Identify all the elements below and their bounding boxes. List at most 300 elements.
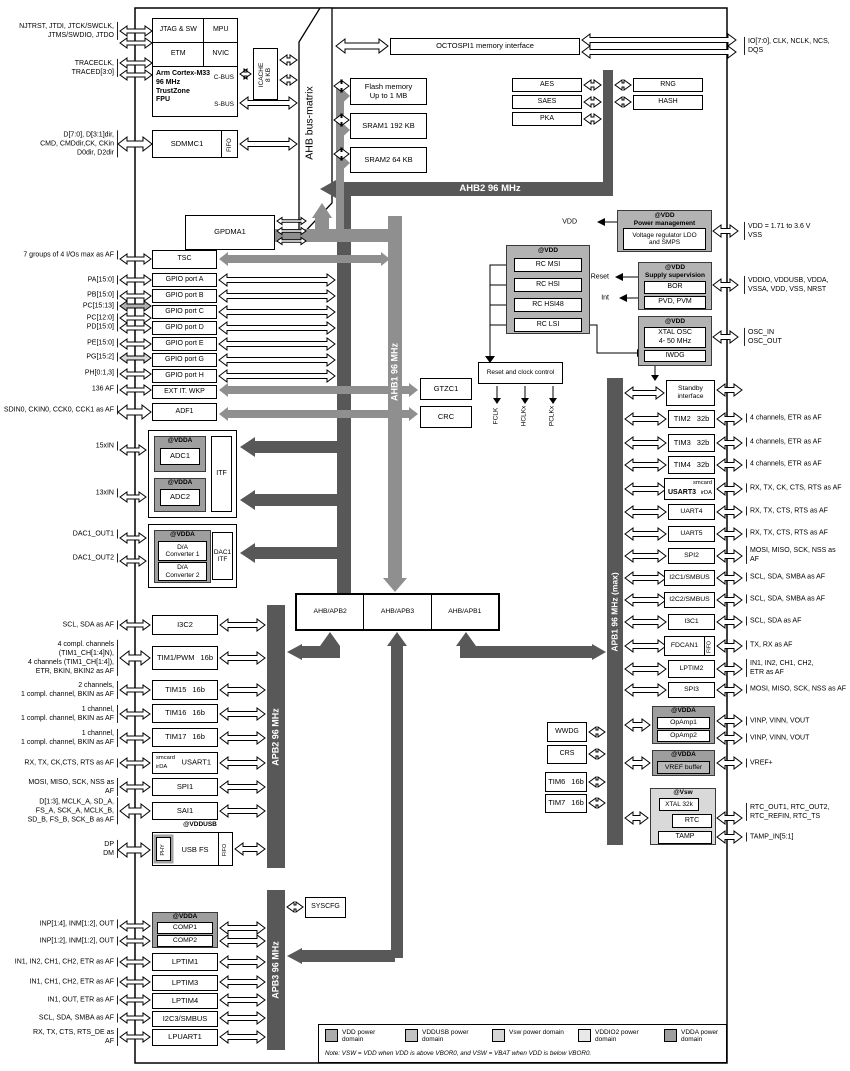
usart3-smcard-label: smcard <box>692 480 712 486</box>
crc-box: CRC <box>420 406 472 428</box>
icache-box <box>253 48 278 100</box>
tim7-box <box>545 794 587 813</box>
pin-label-r-10: TX, RX as AF <box>746 640 792 649</box>
syscfg-box: SYSCFG <box>305 897 346 918</box>
gpio-box-2: GPIO port B <box>152 289 217 303</box>
sdmmc-fifo-label: FIFO <box>226 138 233 152</box>
legend-note: Note: VSW = VDD when VDD is above VBOR0, and VSW = VBAT when VDD is below VBOR0. <box>325 1050 592 1057</box>
wire <box>615 97 631 107</box>
etm-box: ETM <box>153 43 204 66</box>
wire <box>549 398 557 404</box>
wire <box>120 492 146 502</box>
wire <box>120 58 152 68</box>
wire <box>717 715 742 727</box>
wire <box>717 640 742 652</box>
wire <box>717 572 742 584</box>
periph-i2c3smbus: I2C3/SMBUS <box>152 1011 218 1027</box>
pin-label-b2-0: IN1, IN2, CH1, CH2, ETR as AF <box>0 957 118 966</box>
gpio-box-5: GPIO port E <box>152 337 217 351</box>
ahb2-bus-label: AHB2 96 MHz <box>459 183 521 194</box>
wire <box>625 483 666 495</box>
pin-label-bl-3: 1 channel, 1 compl. channel, BKIN as AF <box>0 705 118 723</box>
wire <box>220 732 265 744</box>
periph-tim15-bits: 16b <box>192 684 205 694</box>
hash-box: HASH <box>633 95 703 110</box>
pin-label-r-2: 4 channels, ETR as AF <box>746 459 822 468</box>
periph-lptim1: LPTIM1 <box>152 953 218 971</box>
pin-label-r-9: SCL, SDA as AF <box>746 616 801 625</box>
pin-label-gpio-1: PB[15:0] <box>0 290 118 299</box>
pin-label-r-6: MOSI, MISO, SCK, NSS as AF <box>746 546 836 564</box>
comp2-box: COMP2 <box>157 935 213 947</box>
legend-swatch-4 <box>664 1029 677 1042</box>
pin-label-comp1: INP[1:4], INM[1:2], OUT <box>0 919 118 928</box>
legend-swatch-3 <box>578 1029 591 1042</box>
int-out-label: Int <box>601 294 609 302</box>
adc1-domain-label: @VDDA <box>167 437 193 444</box>
pin-label-octospi: IO[7:0], CLK, NCLK, NCS, DQS <box>744 37 830 55</box>
pin-label-adc1: 15xIN <box>0 441 118 450</box>
ahb-bus-matrix-label: AHB bus-matrix <box>303 86 316 160</box>
bus-bar <box>300 950 395 962</box>
usbfs-name: USB FS <box>181 844 209 854</box>
wire <box>219 338 335 350</box>
wire <box>287 902 303 912</box>
gpio-box-9: ADF1 <box>152 403 217 421</box>
pin-label-gpio-2: PC[15:13] <box>0 301 118 310</box>
wire <box>287 948 302 964</box>
pin-label-gpio-3: PC[12:0] <box>0 313 118 322</box>
periph-tim2-bits: 32b <box>696 413 710 423</box>
periph-lptim4: LPTIM4 <box>152 993 218 1009</box>
periph-spi2: SPI2 <box>668 548 715 564</box>
pin-label-gpio-9: SDIN0, CKIN0, CCK0, CCK1 as AF <box>0 405 118 414</box>
wire <box>219 306 335 318</box>
pin-label-bl-7: D[1:3], MCLK_A, SD_A, FS_A, SCK_A, MCLK_B, SD_B, FS_B, SCK_B as AF <box>0 797 118 824</box>
rc-domain-label: @VDD <box>537 247 559 254</box>
sram1-box: SRAM1 192 KB <box>350 113 427 139</box>
mpu-box: MPU <box>212 26 229 34</box>
sdmmc-fifo-box <box>221 131 237 157</box>
bus-bar <box>300 646 340 658</box>
wire <box>220 1012 265 1024</box>
reset-out-label: Reset <box>590 273 609 281</box>
wire <box>220 781 265 793</box>
wire <box>584 114 601 124</box>
bus-bar <box>391 644 403 958</box>
pin-label-r-12: MOSI, MISO, SCK, NSS as AF <box>746 684 846 693</box>
wire <box>589 777 605 787</box>
periph-tim16-bits: 16b <box>192 708 205 718</box>
wire <box>120 556 146 566</box>
wire <box>717 812 742 824</box>
vdd-out-label: VDD <box>562 218 577 226</box>
adc1-box: ADC1 <box>160 448 200 465</box>
pin-label-r-8: SCL, SDA, SMBA as AF <box>746 594 825 603</box>
wire <box>521 398 529 404</box>
wire <box>717 732 742 744</box>
pka-box: PKA <box>512 112 582 126</box>
opamp-domain-label: @VDDA <box>671 707 696 714</box>
comp-domain-label: @VDDA <box>172 913 198 920</box>
periph-tim17 <box>152 728 218 747</box>
aes-box: AES <box>512 78 582 92</box>
cpu-core-box <box>153 67 237 116</box>
wire <box>615 80 631 90</box>
wire <box>220 708 265 720</box>
periph-tim16 <box>152 704 218 723</box>
rtc-box: RTC <box>672 814 712 828</box>
pin-label-gpio-6: PG[15:2] <box>0 352 118 361</box>
legend-swatch-0 <box>325 1029 338 1042</box>
pin-label-b2-2: IN1, OUT, ETR as AF <box>0 995 118 1004</box>
wire <box>717 459 742 471</box>
sdmmc1-box <box>152 130 238 158</box>
periph-tim1pwm-bits: 16b <box>200 652 213 662</box>
periph-i3c1: I3C1 <box>668 614 715 630</box>
vref-buffer-box: VREF buffer <box>657 761 710 774</box>
regulator-box: Voltage regulator LDO and SMPS <box>623 228 706 250</box>
pin-label-trace: TRACECLK, TRACED[3:0] <box>0 59 118 77</box>
wire <box>625 616 666 628</box>
periph-tim2 <box>668 410 715 428</box>
bridge-1: AHB/APB3 <box>364 595 431 629</box>
wire <box>343 157 350 170</box>
periph-tim17-bits: 16b <box>192 732 205 742</box>
flash-box: Flash memory Up to 1 MB <box>350 78 427 105</box>
jtag-sw-box: JTAG & SW <box>153 19 204 42</box>
periph-tim2-name: TIM2 <box>673 413 691 423</box>
vsw-domain-label: @Vsw <box>673 789 693 796</box>
pin-label-dac2: DAC1_OUT2 <box>0 553 118 562</box>
wire <box>320 632 340 646</box>
tim6-box-bits: 16b <box>571 776 584 786</box>
wire <box>220 684 265 696</box>
vref-domain-label: @VDDA <box>671 751 696 758</box>
wire <box>717 506 742 518</box>
sbus-label: S-BUS <box>214 101 234 108</box>
pin-label-r-0: 4 channels, ETR as AF <box>746 413 822 422</box>
opamp2-box: OpAmp2 <box>657 730 710 742</box>
wire <box>219 354 335 366</box>
adc2-box: ADC2 <box>160 489 200 506</box>
periph-i2c2smbus: I2C2/SMBUS <box>664 592 715 608</box>
legend-label-0: VDD power domain <box>342 1029 376 1044</box>
wire <box>619 294 627 302</box>
pin-label-comp2: INP[1:2], INM[1:2], OUT <box>0 936 118 945</box>
wire <box>625 506 666 518</box>
fclk-label: FCLK <box>492 407 500 425</box>
wire <box>219 370 335 382</box>
wire <box>277 218 306 225</box>
apb2-bus-label: APB2 96 MHz <box>270 708 281 766</box>
bus-bar <box>336 127 344 134</box>
dac2-box: D/A Converter 2 <box>158 562 207 581</box>
wire <box>120 445 146 455</box>
periph-tim15 <box>152 680 218 700</box>
pin-label-b2-1: IN1, CH1, CH2, ETR as AF <box>0 977 118 986</box>
usb-phy-label: PHY <box>160 844 167 856</box>
wire <box>589 727 605 737</box>
periph-tim17-name: TIM17 <box>165 732 187 742</box>
periph-lptim3: LPTIM3 <box>152 975 218 991</box>
periph-tim4-name: TIM4 <box>673 459 691 469</box>
usart1-irda-label: irDA <box>156 764 168 771</box>
pin-label-gpio-7: PH[0:1,3] <box>0 368 118 377</box>
pin-label-vref: VREF+ <box>746 758 773 767</box>
bus-bar <box>460 646 596 658</box>
sdmmc1-label: SDMMC1 <box>170 138 204 148</box>
supply-title: Supply supervision <box>645 272 705 279</box>
wire <box>625 437 666 449</box>
cpu-row2 <box>153 43 237 67</box>
tim6-box-name: TIM6 <box>548 776 566 786</box>
cpu-block <box>152 18 238 117</box>
wire <box>387 632 407 646</box>
vddusb-domain-label: @VDDUSB <box>183 821 217 828</box>
wire <box>220 976 265 988</box>
legend-label-2: Vsw power domain <box>509 1029 564 1036</box>
pin-label-r-11: IN1, IN2, CH1, CH2, ETR as AF <box>746 659 813 677</box>
cpu-row1 <box>153 19 237 43</box>
wire <box>120 38 152 48</box>
pin-label-bl-6: MOSI, MISO, SCK, NSS as AF <box>0 778 118 796</box>
standby-box: Standby interface <box>666 380 715 406</box>
bus-bar <box>336 160 344 167</box>
periph-i2c1smbus: I2C1/SMBUS <box>664 570 715 586</box>
wire <box>220 956 265 968</box>
tamp-box: TAMP <box>658 831 712 844</box>
periph-spi3: SPI3 <box>668 682 715 698</box>
wire <box>625 387 664 399</box>
rc-box-1: RC HSI <box>514 278 582 292</box>
legend-swatch-2 <box>492 1029 505 1042</box>
wire <box>240 543 351 563</box>
wire <box>625 757 650 769</box>
wire <box>589 798 605 808</box>
periph-uart4: UART4 <box>668 504 715 520</box>
pin-label-r-4: RX, TX, CTS, RTS as AF <box>746 506 828 515</box>
usart1-name: USART1 <box>181 757 211 767</box>
pin-label-gpio-4: PD[15:0] <box>0 322 118 331</box>
usb-phy-box <box>156 837 171 861</box>
wire <box>220 922 265 934</box>
wire <box>219 322 335 334</box>
pin-label-rtc: RTC_OUT1, RTC_OUT2, RTC_REFIN, RTC_TS <box>746 803 829 821</box>
crs-box: CRS <box>547 745 587 764</box>
wire <box>625 413 666 425</box>
wire <box>625 594 666 606</box>
pclkx-label: PCLKx <box>548 405 556 427</box>
wire <box>597 218 605 226</box>
wire <box>219 290 335 302</box>
wire <box>625 663 666 675</box>
pin-label-r-5: RX, TX, CTS, RTS as AF <box>746 528 828 537</box>
periph-tim4-bits: 32b <box>696 459 710 469</box>
wire <box>120 70 152 80</box>
pin-label-bl-2: 2 channels, 1 compl. channel, BKIN as AF <box>0 681 118 699</box>
wire <box>220 994 265 1006</box>
pin-label-gpio-8: 136 AF <box>0 384 118 393</box>
gpio-box-1: GPIO port A <box>152 273 217 287</box>
opamp1-box: OpAmp1 <box>657 717 710 729</box>
cortex-m33-label: Arm Cortex-M33 96 MHz TrustZone FPU <box>156 70 211 104</box>
wire <box>717 831 742 843</box>
periph-tim15-name: TIM15 <box>165 684 187 694</box>
wire <box>589 749 605 759</box>
wire <box>220 1031 265 1043</box>
pin-label-r-7: SCL, SDA, SMBA as AF <box>746 572 825 581</box>
pin-label-r-3: RX, TX, CK, CTS, RTS as AF <box>746 483 842 492</box>
pin-label-gpio-5: PE[15:0] <box>0 338 118 347</box>
fdcan1-name: FDCAN1 <box>670 642 699 650</box>
wwdg-box: WWDG <box>547 722 587 742</box>
xtal32k-box: XTAL 32k <box>659 798 699 811</box>
wire <box>383 578 407 592</box>
periph-i3c2: I3C2 <box>152 615 218 635</box>
wire <box>287 644 302 660</box>
periph-usart3 <box>664 478 715 500</box>
periph-usart1 <box>152 752 218 774</box>
usart3-irda-label: irDA <box>700 490 712 497</box>
pin-label-osc: OSC_IN OSC_OUT <box>744 328 782 346</box>
wire <box>220 935 265 947</box>
usb-fifo-box <box>218 832 233 866</box>
sram2-box: SRAM2 64 KB <box>350 147 427 173</box>
wire <box>717 550 742 562</box>
pin-label-bl-0: SCL, SDA as AF <box>0 620 118 629</box>
wire <box>625 684 666 696</box>
wire <box>717 413 742 425</box>
wire <box>584 80 601 90</box>
wire <box>717 616 742 628</box>
pvd-box: PVD, PVM <box>644 296 706 309</box>
periph-tim3-name: TIM3 <box>673 437 691 447</box>
pin-label-adc2: 13xIN <box>0 488 118 497</box>
wire <box>456 632 476 646</box>
wire <box>625 640 666 652</box>
pin-label-opamp2: VINP, VINN, VOUT <box>746 733 809 742</box>
wire <box>343 124 350 137</box>
wire <box>717 483 742 495</box>
periph-tim4 <box>668 456 715 474</box>
wire <box>713 279 738 291</box>
wire <box>717 384 742 396</box>
hclkx-label: HCLKx <box>520 405 528 427</box>
fdcan-fifo-label: FIFO <box>706 641 713 653</box>
ahb1-bus-label: AHB1 96 MHz <box>389 342 400 402</box>
comp1-box: COMP1 <box>157 922 213 934</box>
dac-domain-label: @VDDA <box>170 531 195 538</box>
bor-box: BOR <box>644 281 706 294</box>
periph-lpuart1: LPUART1 <box>152 1029 218 1046</box>
wire <box>717 684 742 696</box>
wire <box>118 843 150 857</box>
usb-fifo-label: FIFO <box>222 843 229 857</box>
pin-label-bl-4: 1 channel, 1 compl. channel, BKIN as AF <box>0 729 118 747</box>
periph-tim3 <box>668 434 715 452</box>
wire <box>625 550 666 562</box>
wire <box>713 225 738 237</box>
pin-label-r-1: 4 channels, ETR as AF <box>746 437 822 446</box>
gpio-box-8: EXT IT. WKP <box>152 385 217 399</box>
wire <box>493 398 501 404</box>
wire <box>582 46 736 58</box>
pin-label-b2-3: SCL, SDA, SMBA as AF <box>0 1013 118 1022</box>
wire <box>625 459 666 471</box>
gtzc1-box: GTZC1 <box>420 378 472 400</box>
usart1-smcard-label: smcard <box>156 755 176 761</box>
bus-bar <box>603 70 613 184</box>
wire <box>220 652 265 664</box>
saes-box: SAES <box>512 95 582 109</box>
pin-label-sdmmc: D[7:0], D[3:1]dir, CMD, CMDdir,CK, CKin D0dir, D2dir <box>0 130 118 157</box>
adc2-domain-label: @VDDA <box>167 479 193 486</box>
iwdg-box: IWDG <box>644 350 706 362</box>
wire <box>280 75 297 85</box>
legend-swatch-1 <box>405 1029 418 1042</box>
wire <box>240 490 351 510</box>
xtal-domain-label: @VDD <box>664 318 686 325</box>
legend-label-3: VDDIO2 power domain <box>595 1029 639 1044</box>
wire <box>582 34 736 46</box>
periph-uart5: UART5 <box>668 526 715 542</box>
dac-itf-box: DAC1 ITF <box>212 532 233 580</box>
wire <box>219 252 390 266</box>
periph-tim1pwm-name: TIM1/PWM <box>156 652 195 662</box>
wire <box>717 594 742 606</box>
wire <box>343 90 350 103</box>
periph-sai1: SAI1 <box>152 802 218 820</box>
fdcan-fifo-box <box>704 637 714 655</box>
pin-label-bl-1: 4 compl. channels (TIM1_CH[1:4]N), 4 channels (TIM1_CH[1:4]), ETR, BKIN, BKIN2 as AF <box>0 640 118 676</box>
pin-label-b2-4: RX, TX, CTS, RTS_DE as AF <box>0 1028 118 1046</box>
wire <box>219 274 335 286</box>
wire <box>280 55 297 65</box>
rcc-box: Reset and clock control <box>478 362 563 384</box>
wire-line <box>582 325 637 353</box>
gpdma1-box: GPDMA1 <box>185 215 275 250</box>
dac1-box: D/A Converter 1 <box>158 541 207 561</box>
pin-label-opamp1: VINP, VINN, VOUT <box>746 716 809 725</box>
pin-label-gpio-header: 7 groups of 4 I/Os max as AF <box>0 250 118 259</box>
bridge-2: AHB/APB1 <box>448 608 482 616</box>
tim7-box-name: TIM7 <box>548 798 566 808</box>
rc-box-0: RC MSI <box>514 258 582 272</box>
xtal-osc-box: XTAL OSC 4- 50 MHz <box>644 327 706 348</box>
wire <box>651 375 659 381</box>
wire <box>336 39 388 53</box>
usart3-name: USART3 <box>668 488 697 496</box>
pin-label-jtag: NJTRST, JTDI, JTCK/SWCLK, JTMS/SWDIO, JTDO <box>0 22 118 40</box>
rng-box: RNG <box>633 78 703 92</box>
periph-tim1pwm <box>152 646 218 670</box>
periph-lptim2: LPTIM2 <box>668 660 715 678</box>
bridge-0: AHB/APB2 <box>297 595 364 629</box>
rc-box-2: RC HSI48 <box>514 298 582 312</box>
wire <box>625 572 666 584</box>
wire <box>713 331 738 343</box>
wire <box>625 719 650 731</box>
pin-label-bl-5: RX, TX, CK,CTS, RTS as AF <box>0 758 118 767</box>
apb3-bus-label: APB3 96 MHz <box>270 941 281 999</box>
wire <box>240 437 351 457</box>
gpio-box-6: GPIO port G <box>152 353 217 367</box>
legend-label-4: VDDA power domain <box>681 1029 719 1044</box>
wire <box>717 757 742 769</box>
pin-label-supply: VDDIO, VDDUSB, VDDA, VSSA, VDD, VSS, NRST <box>744 276 829 294</box>
octospi-box: OCTOSPI1 memory interface <box>390 38 580 55</box>
